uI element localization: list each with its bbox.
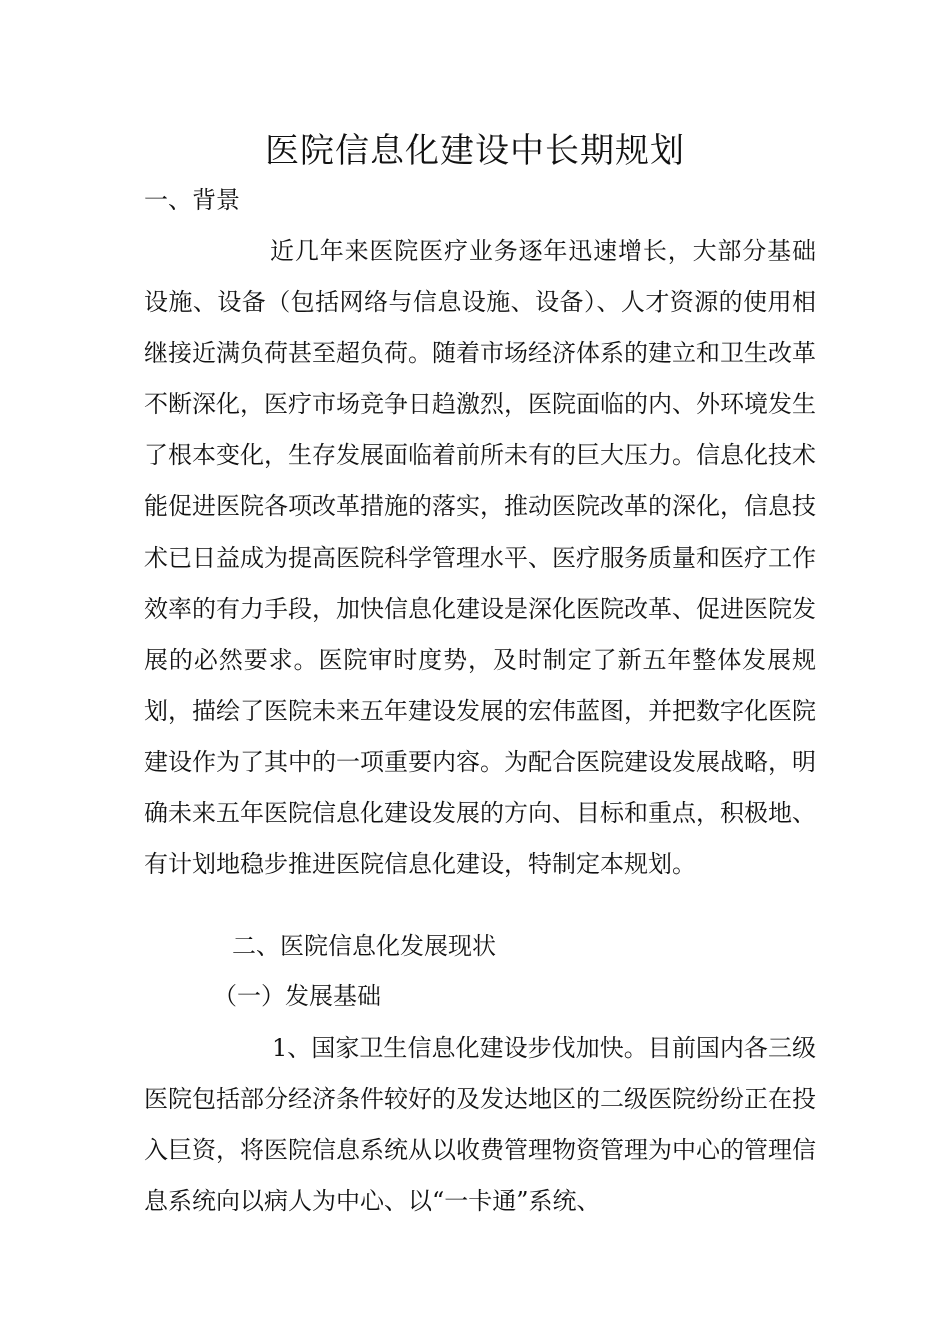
foundation-paragraph: 1、国家卫生信息化建设步伐加快。目前国内各三级医院包括部分经济条件较好的及发达地区的二级医院纷纷正在投入巨资，将医院信息系统从以收费管理物资管理为中心的管理信息系统向以病人为中心、以“一卡通”系统、	[144, 1034, 816, 1216]
document-title: 医院信息化建设中长期规划	[265, 131, 685, 171]
section-heading-background: 一、背景	[144, 186, 240, 214]
section-heading-status: 二、医院信息化发展现状	[232, 932, 496, 960]
subsection-heading-foundation: （一）发展基础	[213, 982, 381, 1010]
background-paragraph: 近几年来医院医疗业务逐年迅速增长，大部分基础设施、设备（包括网络与信息设施、设备）、人才资源的使用相继接近满负荷甚至超负荷。随着市场经济体系的建立和卫生改革不断深化，医疗市场竞争日趋激烈，医院面临的内、外环境发生了根本变化，生存发展面临着前所未有的巨大压力。信息化技术能促进医院各项改革措施的落实，推动医院改革的深化，信息技术已日益成为提高医院科学管理水平、医疗服务质量和医疗工作效率的有力手段，加快信息化建设是深化医院改革、促进医院发展的必然要求。医院审时度势，及时制定了新五年整体发展规划，描绘了医院未来五年建设发展的宏伟蓝图，并把数字化医院建设作为了其中的一项重要内容。为配合医院建设发展战略，明确未来五年医院信息化建设发展的方向、目标和重点，积极地、有计划地稳步推进医院信息化建设，特制定本规划。	[144, 237, 816, 879]
